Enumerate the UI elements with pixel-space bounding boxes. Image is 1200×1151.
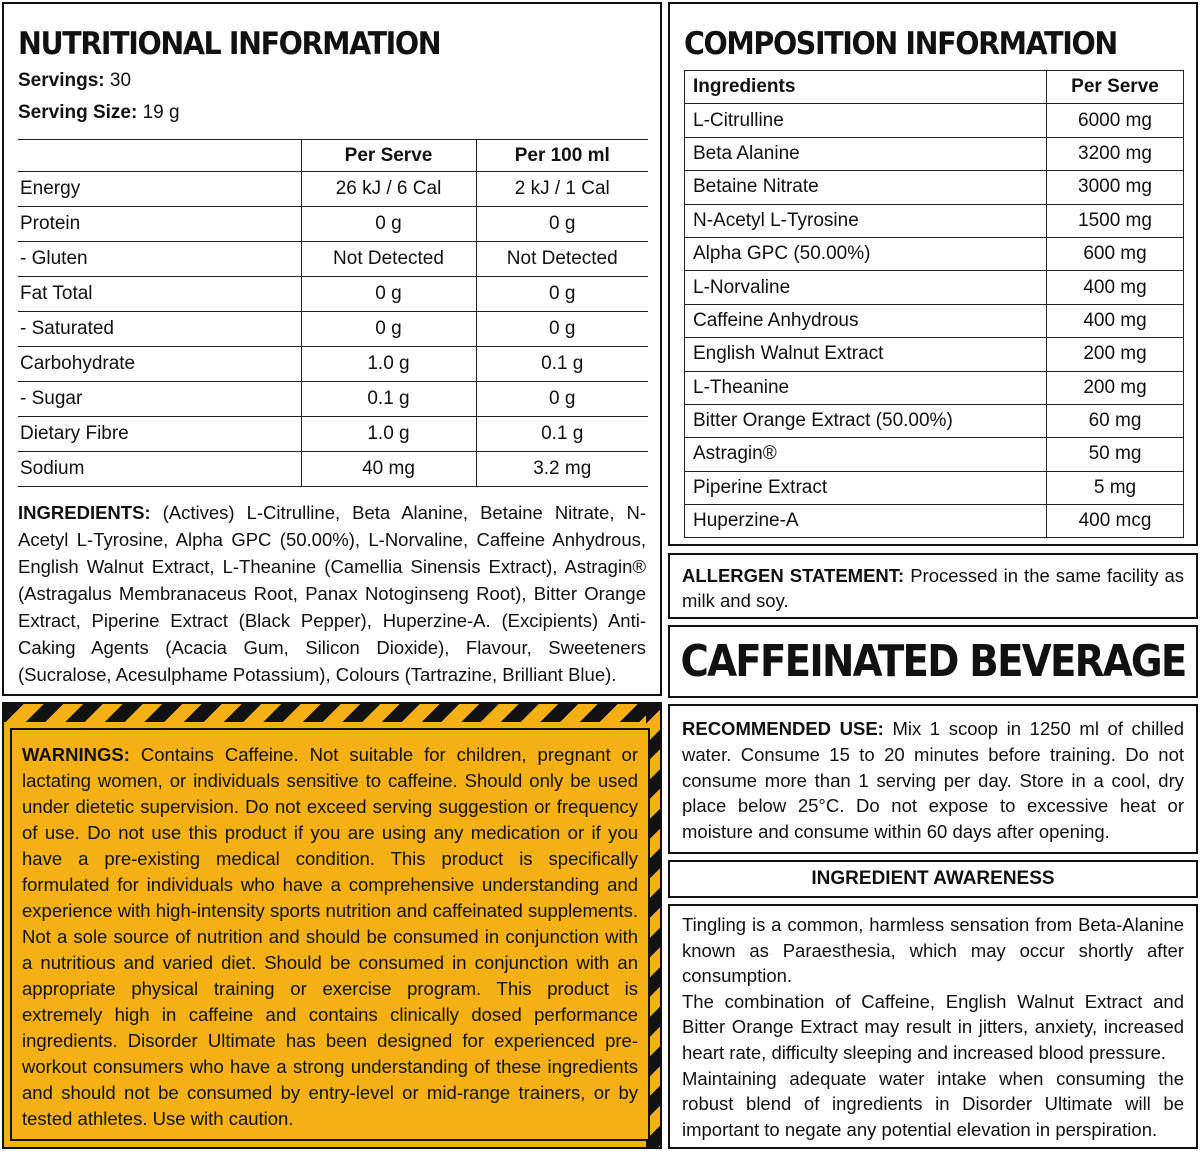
per-100ml-value: 0 g [476, 312, 648, 347]
composition-col-header: Ingredients [685, 71, 1047, 104]
ingredient-name: Betaine Nitrate [685, 171, 1047, 204]
nutrient-name: - Gluten [18, 242, 301, 277]
composition-table-header [685, 71, 1184, 104]
per-serve-value: 1.0 g [301, 347, 476, 382]
recommended-use-statement [682, 716, 1184, 845]
composition-row [685, 237, 1184, 270]
nutrition-col-header: Per Serve [301, 140, 476, 172]
nutrient-name: Carbohydrate [18, 347, 301, 382]
ingredient-amount: 5 mg [1047, 471, 1184, 504]
nutrition-row [18, 207, 648, 242]
ingredient-amount: 6000 mg [1047, 104, 1184, 137]
ingredient-amount: 200 mg [1047, 338, 1184, 371]
ingredient-name: Bitter Orange Extract (50.00%) [685, 404, 1047, 437]
ingredient-name: Piperine Extract [685, 471, 1047, 504]
per-100ml-value: 0.1 g [476, 417, 648, 452]
composition-row [685, 271, 1184, 304]
awareness-paragraph: The combination of Caffeine, English Walnut Extract and Bitter Orange Extract may result in jitters, anxiety, increased heart rate, difficulty sleeping and increased blood pressure. [682, 990, 1184, 1063]
per-100ml-value: Not Detected [476, 242, 648, 277]
per-serve-value: 0 g [301, 312, 476, 347]
ingredient-amount: 3000 mg [1047, 171, 1184, 204]
nutrient-name: Energy [18, 172, 301, 207]
composition-row [685, 304, 1184, 337]
per-100ml-value: 0 g [476, 382, 648, 417]
composition-row [685, 204, 1184, 237]
composition-row [685, 338, 1184, 371]
recommended-use-text: Mix 1 scoop in 1250 ml of chilled water. Consume 15 to 20 minutes before training. Do not consume more than 1 serving per day. Store in a cool, dry place below 25°C. Do not expose to excessive heat or moisture and consume within 60 days after opening. [682, 718, 1185, 843]
allergen-text: Processed in the same facility as milk and soy. [682, 565, 1185, 611]
ingredient-name: L-Norvaline [685, 271, 1047, 304]
composition-row [685, 505, 1184, 538]
per-serve-value: 0 g [301, 277, 476, 312]
ingredient-amount: 200 mg [1047, 371, 1184, 404]
nutrition-row [18, 242, 648, 277]
nutrition-col-header [18, 140, 301, 172]
per-100ml-value: 0 g [476, 207, 648, 242]
allergen-label: ALLERGEN STATEMENT: [682, 565, 905, 586]
ingredients-text: (Actives) L-Citrulline, Beta Alanine, Betaine Nitrate, N-Acetyl L-Tyrosine, Alpha GPC (50.00%), L-Norvaline, Caffeine Anhydrous, English Walnut Extract, L-Theanine (Camellia Sinensis Extract), Astragin® (Astragalus Membranaceus Root, Panax Notoginseng Root), Bitter Orange Extract, Piperine Extract (Black Pepper), Huperzine-A. (Excipients) Anti-Caking Agents (Acacia Gum, Silicon Dioxide), Flavour, Sweeteners (Sucralose, Acesulphame Potassium), Colours (Tartrazine, Brilliant Blue). [18, 502, 646, 685]
hazard-stripes-top [4, 704, 660, 722]
caffeinated-beverage-panel [668, 625, 1198, 698]
nutrient-name: - Saturated [18, 312, 301, 347]
nutrition-row [18, 417, 648, 452]
per-serve-value: 1.0 g [301, 417, 476, 452]
ingredient-amount: 400 mcg [1047, 505, 1184, 538]
per-100ml-value: 0.1 g [476, 347, 648, 382]
nutrition-table [18, 139, 648, 487]
nutrient-name: Sodium [18, 452, 301, 487]
per-100ml-value: 3.2 mg [476, 452, 648, 487]
recommended-use-panel [668, 704, 1198, 854]
ingredient-name: Caffeine Anhydrous [685, 304, 1047, 337]
servings-label: Servings: [18, 70, 105, 91]
composition-table [684, 70, 1184, 538]
nutrient-name: Dietary Fibre [18, 417, 301, 452]
warnings-statement [22, 742, 638, 1132]
ingredient-amount: 600 mg [1047, 237, 1184, 270]
nutrition-row [18, 382, 648, 417]
ingredient-name: N-Acetyl L-Tyrosine [685, 204, 1047, 237]
ingredient-amount: 60 mg [1047, 404, 1184, 437]
awareness-paragraph: Tingling is a common, harmless sensation from Beta-Alanine known as Paraesthesia, which may occur shortly after consumption. [682, 914, 1184, 987]
warnings-box [10, 728, 650, 1141]
ingredient-name: Astragin® [685, 438, 1047, 471]
ingredient-name: L-Citrulline [685, 104, 1047, 137]
per-100ml-value: 0 g [476, 277, 648, 312]
nutrition-row [18, 312, 648, 347]
serving-size-line [18, 102, 646, 130]
composition-title: COMPOSITION INFORMATION [684, 26, 1117, 62]
ingredients-label: INGREDIENTS: [18, 502, 151, 523]
recommended-use-label: RECOMMENDED USE: [682, 718, 884, 739]
per-serve-value: Not Detected [301, 242, 476, 277]
warnings-text: Contains Caffeine. Not suitable for children, pregnant or lactating women, or individuals sensitive to caffeine. Should only be used under dietetic supervision. Do not exceed serving suggestion or frequency of use. Do not use this product if you are using any medication or if you have a pre-existing medical condition. This product is specifically formulated for individuals who have a comprehensive understanding and experience with high-intensity sports nutrition and caffeinated supplements. Not a sole source of nutrition and should be consumed in conjunction with a nutritious and varied diet. Should be consumed in conjunction with an appropriate physical training or exercise program. This product is extremely high in caffeine and contains clinically dosed performance ingredients. Disorder Ultimate has been designed for experienced pre-workout consumers who have a strong understanding of these ingredients and should not be consumed by entry-level or mid-range trainers, or by tested athletes. Use with caution. [22, 744, 639, 1129]
nutrition-row [18, 277, 648, 312]
nutrient-name: Fat Total [18, 277, 301, 312]
nutrition-row [18, 347, 648, 382]
ingredient-amount: 400 mg [1047, 304, 1184, 337]
ingredients-statement [18, 499, 646, 688]
warnings-label: WARNINGS: [22, 744, 130, 765]
ingredient-name: Huperzine-A [685, 505, 1047, 538]
ingredient-name: English Walnut Extract [685, 338, 1047, 371]
composition-col-header: Per Serve [1047, 71, 1184, 104]
composition-row [685, 438, 1184, 471]
composition-row [685, 171, 1184, 204]
per-serve-value: 0 g [301, 207, 476, 242]
nutrition-col-header: Per 100 ml [476, 140, 648, 172]
allergen-panel [668, 553, 1198, 619]
warnings-panel [2, 702, 662, 1149]
ingredient-amount: 50 mg [1047, 438, 1184, 471]
ingredient-awareness-header [668, 860, 1198, 898]
nutrition-table-header [18, 140, 648, 172]
ingredient-amount: 3200 mg [1047, 137, 1184, 170]
ingredient-awareness-panel [668, 904, 1198, 1149]
composition-row [685, 471, 1184, 504]
nutritional-information-panel [2, 2, 662, 696]
ingredient-name: Beta Alanine [685, 137, 1047, 170]
serving-size-value: 19 g [142, 102, 180, 123]
nutrient-name: - Sugar [18, 382, 301, 417]
nutrition-row [18, 452, 648, 487]
per-serve-value: 26 kJ / 6 Cal [301, 172, 476, 207]
composition-row [685, 371, 1184, 404]
nutritional-title: NUTRITIONAL INFORMATION [18, 26, 441, 62]
per-serve-value: 40 mg [301, 452, 476, 487]
per-100ml-value: 2 kJ / 1 Cal [476, 172, 648, 207]
composition-row [685, 404, 1184, 437]
composition-row [685, 104, 1184, 137]
nutrition-row [18, 172, 648, 207]
servings-value: 30 [109, 70, 132, 91]
ingredient-awareness-title: INGREDIENT AWARENESS [811, 868, 1055, 889]
ingredient-amount: 400 mg [1047, 271, 1184, 304]
ingredient-name: Alpha GPC (50.00%) [685, 237, 1047, 270]
allergen-statement [682, 563, 1184, 613]
composition-information-panel [668, 2, 1198, 546]
composition-row [685, 137, 1184, 170]
ingredient-amount: 1500 mg [1047, 204, 1184, 237]
caffeinated-beverage-heading: CAFFEINATED BEVERAGE [680, 636, 1186, 687]
per-serve-value: 0.1 g [301, 382, 476, 417]
servings-line [18, 70, 646, 98]
ingredient-name: L-Theanine [685, 371, 1047, 404]
nutrient-name: Protein [18, 207, 301, 242]
serving-size-label: Serving Size: [18, 102, 138, 123]
awareness-paragraph: Maintaining adequate water intake when consuming the robust blend of ingredients in Disorder Ultimate will be important to negate any potential elevation in perspiration. [682, 1067, 1184, 1140]
